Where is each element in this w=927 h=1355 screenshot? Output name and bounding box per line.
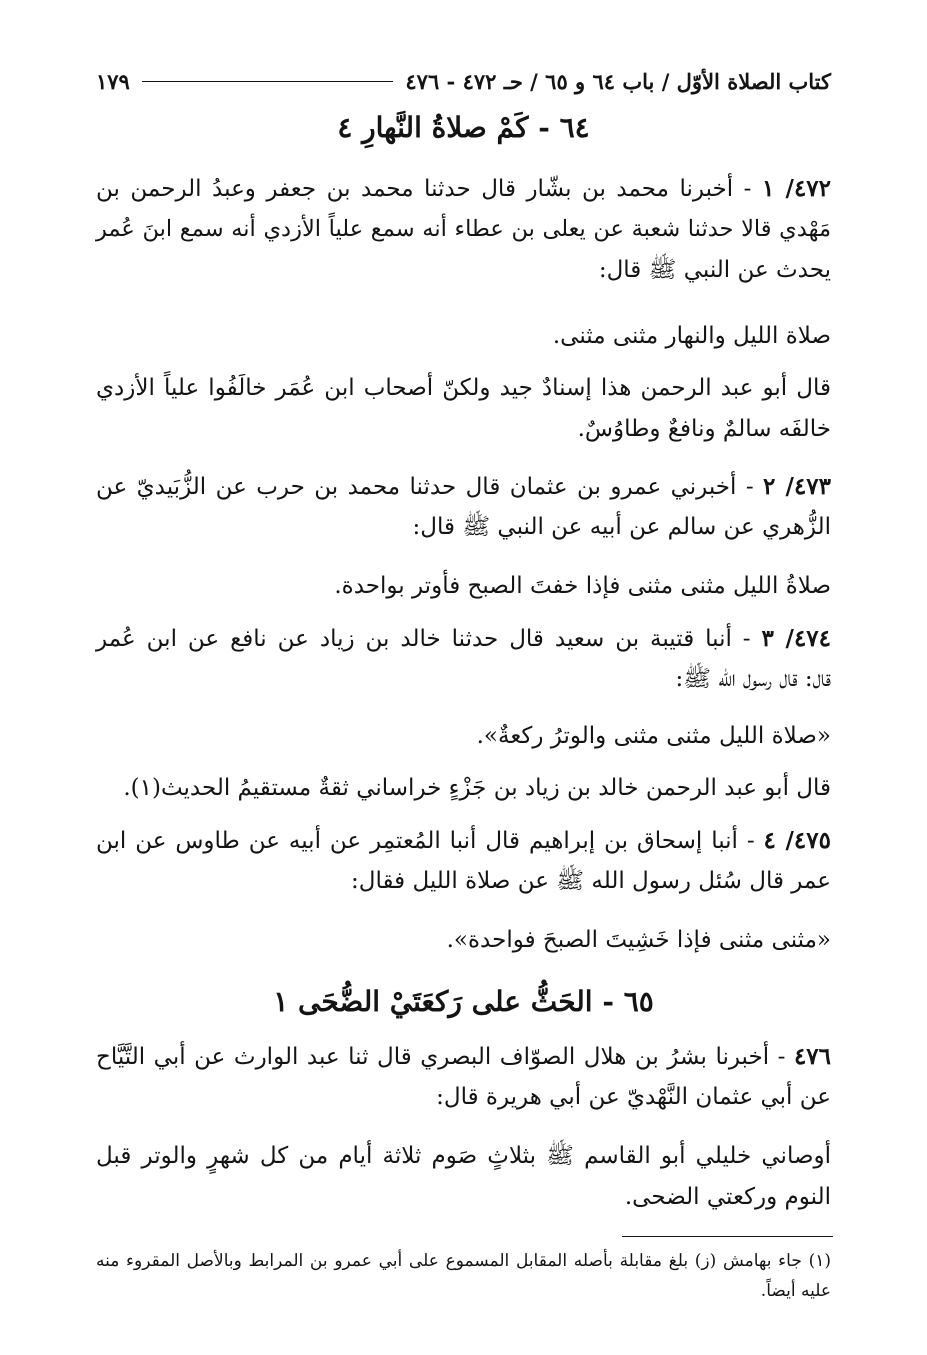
running-head-rule <box>142 81 394 82</box>
hadith-475-line-1-text: - أنبا إسحاق بن إبراهيم قال أنبا المُعتمِر عن أبيه عن طاوس عن ابن <box>96 828 764 854</box>
hadith-473-line-2: الزُّهري عن سالم عن أبيه عن النبي ﷺ قال: <box>412 514 831 540</box>
hadith-473-line-1 <box>96 466 831 507</box>
hadith-472-line-1 <box>96 168 831 209</box>
hadith-475 <box>96 820 831 902</box>
hadith-475-line-1 <box>96 820 831 861</box>
hadith-472-line-1-text: - أخبرنا محمد بن بشّار قال حدثنا محمد بن جعفر وعبدُ الرحمن بن <box>96 176 762 202</box>
hadith-472-number: ٤٧٢/ ١ <box>761 175 831 202</box>
hadith-473-matn <box>96 566 831 607</box>
hadith-476-line-1-text: - أخبرنا بشرُ بن هلال الصوّاف البصري قال ثنا عبد الوارث عن أبي التَّيَّاح <box>96 1044 794 1070</box>
page-number: ١٧٩ <box>96 68 130 94</box>
hadith-476-matn <box>96 1136 831 1218</box>
hadith-472-matn-line: صلاة الليل والنهار مثنى مثنى. <box>552 323 831 349</box>
hadith-475-number: ٤٧٥/ ٤ <box>763 827 831 854</box>
chapter-64-heading: ٦٤ - كَمْ صلاةُ النَّهارِ ٤ <box>337 111 590 144</box>
hadith-472-line-3: يحدث عن النبي ﷺ قال: <box>598 257 831 283</box>
hadith-474 <box>96 618 831 700</box>
hadith-476-line-2: عن أبي عثمان النَّهْديّ عن أبي هريرة قال: <box>436 1084 831 1110</box>
hadith-473-matn-line: صلاةُ الليل مثنى مثنى فإذا خفتَ الصبح فأوتر بواحدة. <box>334 573 831 599</box>
running-head <box>96 62 831 100</box>
hadith-472-comment-line-1: قال أبو عبد الرحمن هذا إسنادٌ جيد ولكنّ أصحاب ابن عُمَر خالَفُوا علياً الأزدي <box>96 375 831 401</box>
chapter-65-heading: ٦٥ - الحَثُّ على رَكعَتَيْ الضُّحَى ١ <box>273 985 654 1018</box>
hadith-474-matn <box>96 716 831 757</box>
hadith-476 <box>96 1036 831 1118</box>
footnote-rule <box>622 1236 833 1237</box>
hadith-474-comment <box>96 768 831 809</box>
hadith-474-line-1-text: - أنبا قتيبة بن سعيد قال حدثنا خالد بن زياد عن نافع عن ابن عُمر <box>96 626 762 652</box>
hadith-472-comment <box>96 368 831 450</box>
hadith-476-matn-line-2: النوم وركعتي الضحى. <box>624 1184 831 1210</box>
hadith-474-matn-line: «صلاة الليل مثنى مثنى والوترُ ركعةٌ». <box>476 723 831 749</box>
hadith-476-matn-line-1: أوصاني خليلي أبو القاسم ﷺ بثلاثٍ صَوم ثلاثة أيام من كل شهرٍ والوتر قبل <box>96 1143 831 1169</box>
hadith-473 <box>96 466 831 548</box>
hadith-476-number: ٤٧٦ <box>793 1043 831 1070</box>
hadith-474-comment-line: قال أبو عبد الرحمن خالد بن زياد بن جَزْءٍ خراساني ثقةٌ مستقيمُ الحديث(١). <box>123 775 831 801</box>
hadith-475-matn <box>96 920 831 961</box>
hadith-474-line-1 <box>96 618 831 659</box>
hadith-475-line-2: عمر قال سُئل رسول الله ﷺ عن صلاة الليل فقال: <box>351 868 831 894</box>
hadith-472-matn <box>96 316 831 357</box>
footnote <box>96 1246 831 1306</box>
footnote-line-2: عليه أيضاً. <box>760 1281 831 1301</box>
hadith-474-line-2: قال: قال رسول الله ﷺ: <box>675 666 831 692</box>
hadith-473-number: ٤٧٣/ ٢ <box>763 473 831 500</box>
hadith-472-line-2: مَهْدي قالا حدثنا شعبة عن يعلى بن عطاء أنه سمع علياً الأزدي أنه سمع ابنَ عُمر <box>96 216 831 242</box>
hadith-473-line-1-text: - أخبرني عمرو بن عثمان قال حدثنا محمد بن حرب عن الزُّبَيديّ عن <box>96 474 764 500</box>
running-head-title: كتاب الصلاة الأوّل / باب ٦٤ و ٦٥ / حـ ٤٧٢ - ٤٧٦ <box>405 68 831 94</box>
hadith-476-line-1 <box>96 1036 831 1077</box>
hadith-475-matn-line: «مثنى مثنى فإذا خَشِيتَ الصبحَ فواحدة». <box>446 927 831 953</box>
hadith-474-number: ٤٧٤/ ٣ <box>761 625 831 652</box>
hadith-472 <box>96 168 831 291</box>
hadith-472-comment-line-2: خالفَه سالمٌ ونافعٌ وطاوُسٌ. <box>577 416 831 442</box>
footnote-line-1: (١) جاء بهامش (ز) بلغ مقابلة بأصله المقابل المسموع على أبي عمرو بن المرابط وبالأصل المقروء منه <box>96 1251 831 1271</box>
